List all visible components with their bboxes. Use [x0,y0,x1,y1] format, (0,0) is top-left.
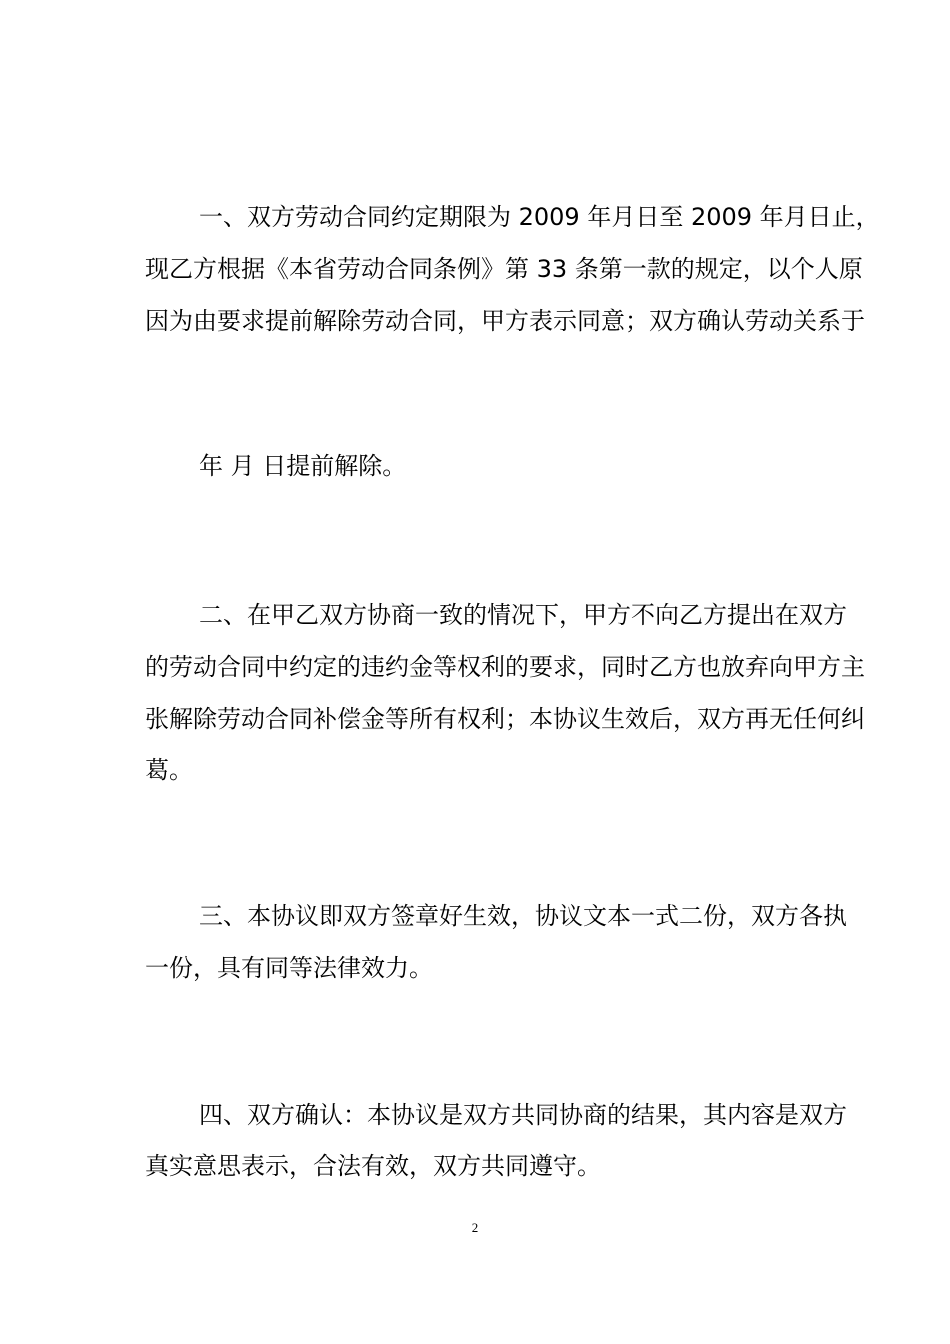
paragraph-1-line-3: 因为由要求提前解除劳动合同，甲方表示同意；双方确认劳动关系于 [145,307,865,335]
paragraph-3-line-4: 葛。 [145,756,193,784]
paragraph-3-line-2: 的劳动合同中约定的违约金等权利的要求，同时乙方也放弃向甲方主 [145,653,865,681]
paragraph-3-line-3: 张解除劳动合同补偿金等所有权利；本协议生效后，双方再无任何纠 [145,705,865,733]
paragraph-1-line-2: 现乙方根据《本省劳动合同条例》第 33 条第一款的规定，以个人原 [145,255,863,283]
paragraph-1-line-1: 一、双方劳动合同约定期限为 2009 年月日至 2009 年月日止， [199,203,880,231]
paragraph-5-line-1: 四、双方确认：本协议是双方共同协商的结果，其内容是双方 [199,1101,847,1129]
paragraph-2-line-1: 年 月 日提前解除。 [199,452,407,480]
paragraph-4-line-2: 一份，具有同等法律效力。 [145,954,433,982]
paragraph-5-line-2: 真实意思表示，合法有效，双方共同遵守。 [145,1152,601,1180]
paragraph-4-line-1: 三、本协议即双方签章好生效，协议文本一式二份，双方各执 [199,902,847,930]
page-number: 2 [471,1220,479,1235]
paragraph-3-line-1: 二、在甲乙双方协商一致的情况下，甲方不向乙方提出在双方 [199,601,847,629]
